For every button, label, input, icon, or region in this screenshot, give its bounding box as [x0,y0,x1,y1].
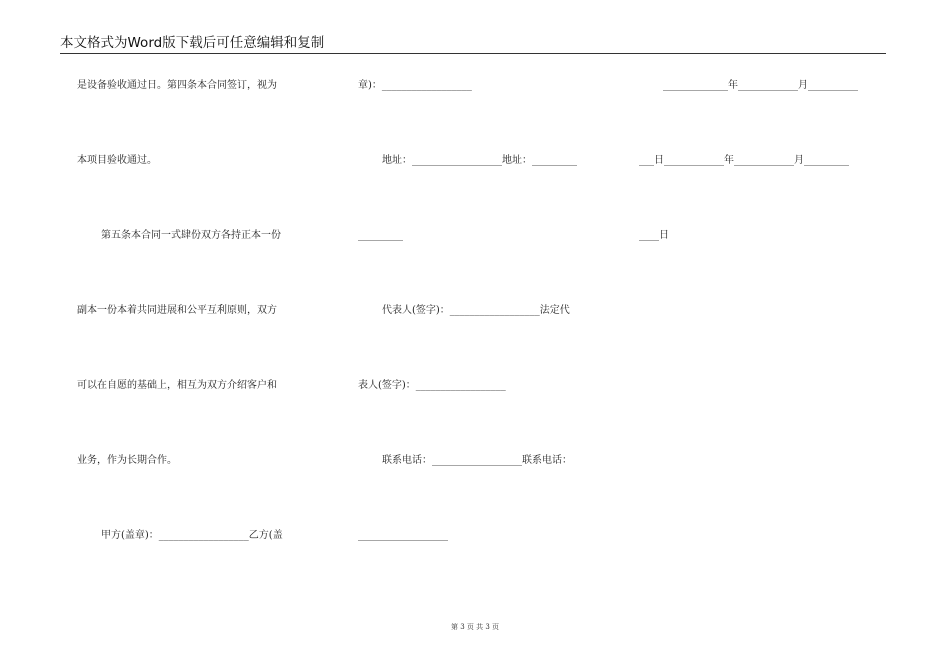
col3-line-3: ____日 [639,230,669,241]
page-footer: 第 3 页 共 3 页 [450,623,500,631]
col2-line-2: 地址：__________________地址：_________ [382,155,577,166]
header-title: 本文格式为Word版下载后可任意编辑和复制 [60,35,325,51]
col1-line-1: 是设备验收通过日。第四条本合同签订，视为 [77,80,277,91]
col1-line-2: 本项目验收通过。 [77,155,157,166]
col1-line-7: 甲方(盖章)：__________________乙方(盖 [101,530,283,541]
col1-line-6: 业务，作为长期合作。 [77,455,177,466]
col2-line-1: 章)：__________________ [358,80,472,91]
col3-line-2: ___日____________年____________月_________ [639,155,849,166]
col3-line-1: _____________年____________月__________ [663,80,858,91]
col2-line-7: __________________ [358,530,448,541]
col2-line-6: 联系电话：__________________联系电话： [382,455,572,466]
col2-line-4: 代表人(签字)：__________________法定代 [382,305,570,316]
col2-line-3: _________ [358,230,403,241]
page-header [60,35,886,54]
col2-line-5: 表人(签字)：__________________ [358,380,506,391]
col1-line-3: 第五条本合同一式肆份双方各持正本一份 [101,230,281,241]
col1-line-4: 副本一份本着共同进展和公平互利原则，双方 [77,305,277,316]
col1-line-5: 可以在自愿的基础上，相互为双方介绍客户和 [77,380,277,391]
